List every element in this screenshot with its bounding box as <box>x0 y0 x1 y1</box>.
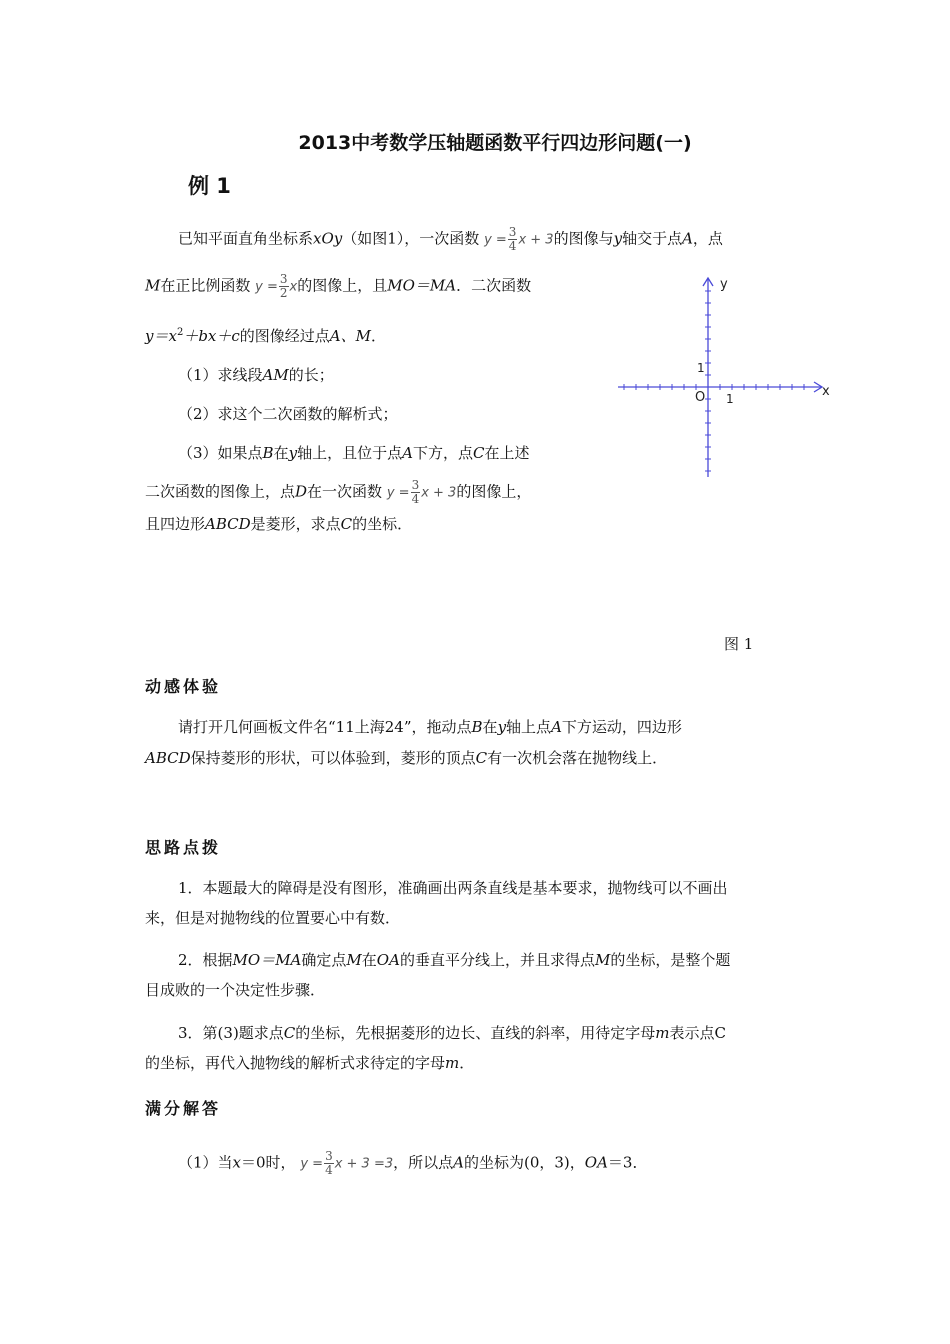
page-title: 2013中考数学压轴题函数平行四边形问题(一) <box>298 132 692 154</box>
section-heading-full-solution: 满分解答 <box>145 1099 222 1118</box>
x-axis-label: x <box>822 384 830 399</box>
section1-line-1: 请打开几何画板文件名“11上海24”，拖动点B在y轴上点A下方运动，四边形 <box>178 718 682 736</box>
x-tick-label: 1 <box>726 392 734 406</box>
hint-2-line-1: 2．根据MO＝MA确定点M在OA的垂直平分线上，并且求得点M的坐标，是整个题 <box>178 951 731 969</box>
fraction: $\frac{3}{4}$ <box>411 478 420 506</box>
fraction: $\frac{3}{4}$ <box>325 1149 333 1177</box>
fraction: $\frac{3}{2}$ <box>279 272 288 300</box>
question-1: （1）求线段AM的长； <box>178 366 334 384</box>
origin-label: O <box>695 390 706 405</box>
solution-line-1: （1）当x＝0时， y = $\frac{3}{4}$ x + 3 =3，所以点A的坐标为(0，3)，OA＝3． <box>178 1149 648 1177</box>
section-heading-solution-hints: 思路点拨 <box>145 838 222 857</box>
hint-2-line-2: 目成败的一个决定性步骤． <box>145 981 326 999</box>
y-axis-label: y <box>720 277 728 292</box>
axis-ticks <box>624 291 804 471</box>
hint-3-line-2: 的坐标，再代入抛物线的解析式求待定的字母m． <box>145 1054 475 1072</box>
hint-1-line-2: 来，但是对抛物线的位置要心中有数． <box>145 909 401 927</box>
question-3-line-3: 且四边形ABCD是菱形，求点C的坐标． <box>145 515 413 533</box>
question-2: （2）求这个二次函数的解析式； <box>178 405 398 423</box>
figure-caption: 图 1 <box>724 635 754 653</box>
y-tick-label: 1 <box>697 361 705 375</box>
problem-line-3: $y=x^2+bx+c$的图像经过点A、M． <box>145 327 387 345</box>
section-heading-dynamic-experience: 动感体验 <box>145 677 222 696</box>
problem-line-1: 已知平面直角坐标系xOy（如图1），一次函数 y = $\frac{3}{4}$ x + 3的图像与y轴交于点A，点 <box>178 225 723 253</box>
fraction: $\frac{3}{4}$ <box>508 225 517 253</box>
section1-line-2: ABCD保持菱形的形状，可以体验到，菱形的顶点C有一次机会落在抛物线上． <box>145 749 668 767</box>
question-3: （3）如果点B在y轴上，且位于点A下方，点C在上述 <box>178 444 530 462</box>
problem-line-2: M在正比例函数 y = $\frac{3}{2}$ x的图像上，且MO＝MA．二次函数 <box>145 272 532 300</box>
question-3-line-2: 二次函数的图像上，点D在一次函数 y = $\frac{3}{4}$ x + 3的图像上， <box>145 478 532 506</box>
example-label: 例 1 <box>188 174 231 198</box>
hint-3-line-1: 3．第(3)题求点C的坐标，先根据菱形的边长、直线的斜率，用待定字母m表示点C <box>178 1024 727 1042</box>
hint-1-line-1: 1．本题最大的障碍是没有图形，准确画出两条直线是基本要求，抛物线可以不画出 <box>178 879 728 897</box>
coordinate-axes-figure <box>610 272 840 487</box>
